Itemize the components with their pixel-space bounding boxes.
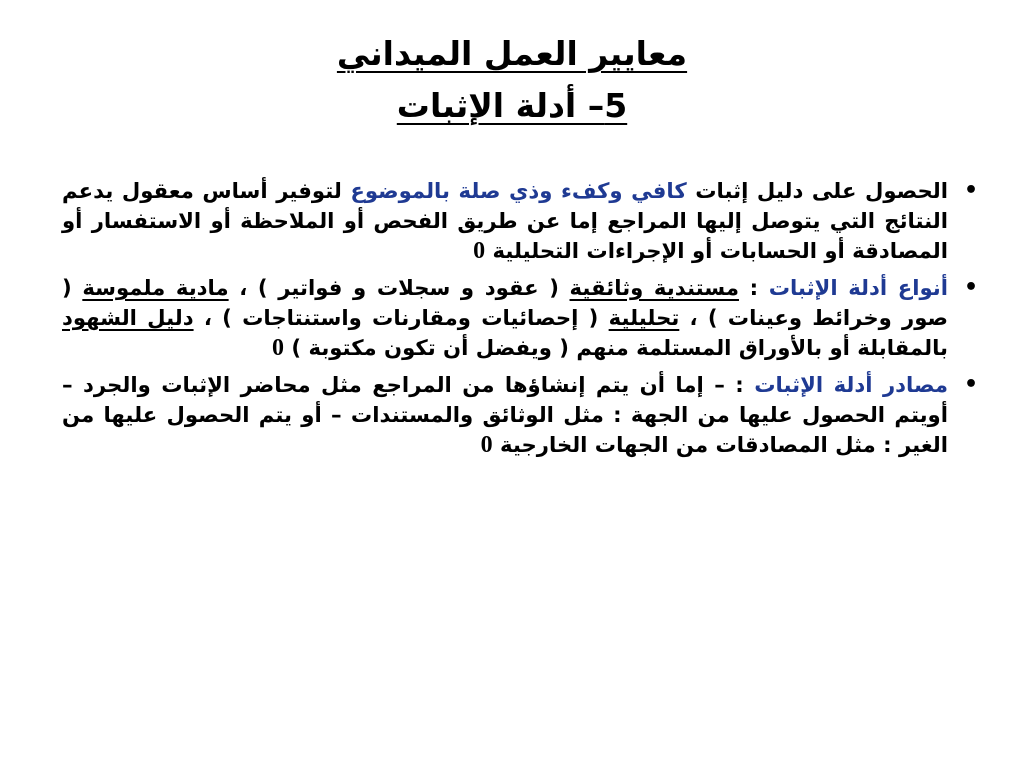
evidence-type-analytical: تحليلية [608, 305, 680, 330]
end-mark: 0 [272, 335, 285, 361]
bullet-text: لتوفير أساس معقول يدعم النتائج التي يتوصل إليها المراجع إما عن طريق الفحص أو الملاحظة أو الاستفسار أو المصادقة أو الحسابات أو الإجراءات التحليلية [62, 178, 948, 263]
bullet-text: : [738, 275, 769, 300]
title-line-2: 5– أدلة الإثبات [396, 86, 628, 125]
bullet-list [62, 176, 978, 467]
title-line-1: معايير العمل الميداني [336, 34, 688, 73]
bullet-text: ( إحصائيات ومقارنات واستنتاجات ) ، [193, 305, 609, 330]
bullet-marker: • [963, 178, 978, 203]
highlight-text: كافي وكفء وذي صلة بالموضوع [350, 178, 687, 203]
bullet-evidence-types [62, 273, 978, 363]
bullet-text: : – إما أن يتم إنشاؤها من المراجع مثل محاضر الإثبات والجرد – أويتم الحصول عليها من الجهة : مثل الوثائق والمستندات – أو يتم الحصول عليها من الغير : مثل المصادقات من الجهات الخارجية [62, 372, 948, 457]
end-mark: 0 [480, 432, 493, 458]
evidence-type-testimonial: دليل الشهود [62, 305, 194, 330]
end-mark: 0 [473, 238, 486, 264]
bullet-marker: • [963, 372, 978, 397]
bullet-evidence-sources [62, 370, 978, 460]
slide-title [0, 28, 1024, 132]
bullet-text: الحصول على دليل إثبات [686, 178, 948, 203]
evidence-type-documentary: مستندية وثائقية [569, 275, 739, 300]
bullet-marker: • [963, 275, 978, 300]
bullet-text: بالمقابلة أو بالأوراق المستلمة منهم ( ويفضل أن تكون مكتوبة ) [284, 335, 948, 360]
bullet-text: ( صور وخرائط وعينات ) ، [62, 275, 949, 330]
bullet-evidence-requirement [62, 176, 978, 266]
evidence-type-physical: مادية ملموسة [82, 275, 229, 300]
bullet-label: أنواع أدلة الإثبات [768, 275, 948, 300]
bullet-text: ( عقود و سجلات و فواتير ) ، [228, 275, 570, 300]
bullet-label: مصادر أدلة الإثبات [754, 372, 948, 397]
